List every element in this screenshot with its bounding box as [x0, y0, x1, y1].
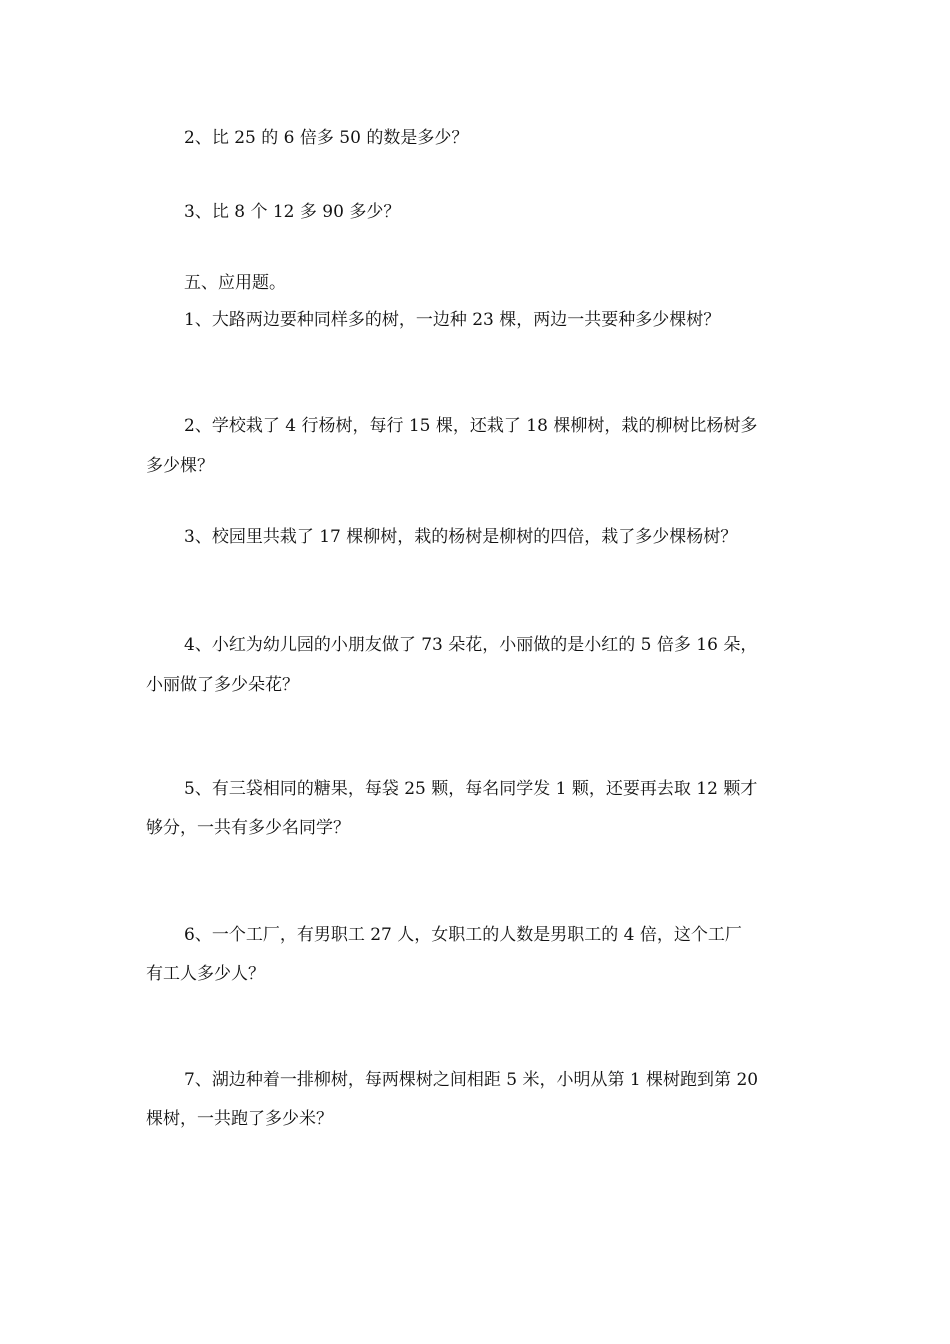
- problem-5-line-1: 5、有三袋相同的糖果，每袋 25 颗，每名同学发 1 颗，还要再去取 12 颗才: [184, 779, 758, 799]
- problem-5-line-2: 够分，一共有多少名同学？: [146, 818, 350, 838]
- problem-6-line-2: 有工人多少人？: [146, 964, 265, 984]
- calc-question-2: 2、比 25 的 6 倍多 50 的数是多少？: [184, 128, 469, 148]
- calc-question-3: 3、比 8 个 12 多 90 多少？: [184, 202, 401, 222]
- problem-7-line-1: 7、湖边种着一排柳树，每两棵树之间相距 5 米，小明从第 1 棵树跑到第 20: [184, 1070, 759, 1090]
- problem-4-line-2: 小丽做了多少朵花？: [146, 675, 299, 695]
- problem-7-line-2: 棵树，一共跑了多少米？: [146, 1109, 333, 1129]
- problem-2-line-2: 多少棵？: [146, 456, 214, 476]
- problem-6-line-1: 6、一个工厂，有男职工 27 人，女职工的人数是男职工的 4 倍，这个工厂: [184, 925, 742, 945]
- problem-1-line-1: 1、大路两边要种同样多的树，一边种 23 棵，两边一共要种多少棵树？: [184, 310, 721, 330]
- section-title: 五、应用题。: [184, 273, 286, 293]
- problem-4-line-1: 4、小红为幼儿园的小朋友做了 73 朵花，小丽做的是小红的 5 倍多 16 朵，: [184, 635, 758, 655]
- problem-3-line-1: 3、校园里共栽了 17 棵柳树，栽的杨树是柳树的四倍，栽了多少棵杨树？: [184, 527, 738, 547]
- problem-2-line-1: 2、学校栽了 4 行杨树，每行 15 棵，还栽了 18 棵柳树，栽的柳树比杨树多: [184, 416, 758, 436]
